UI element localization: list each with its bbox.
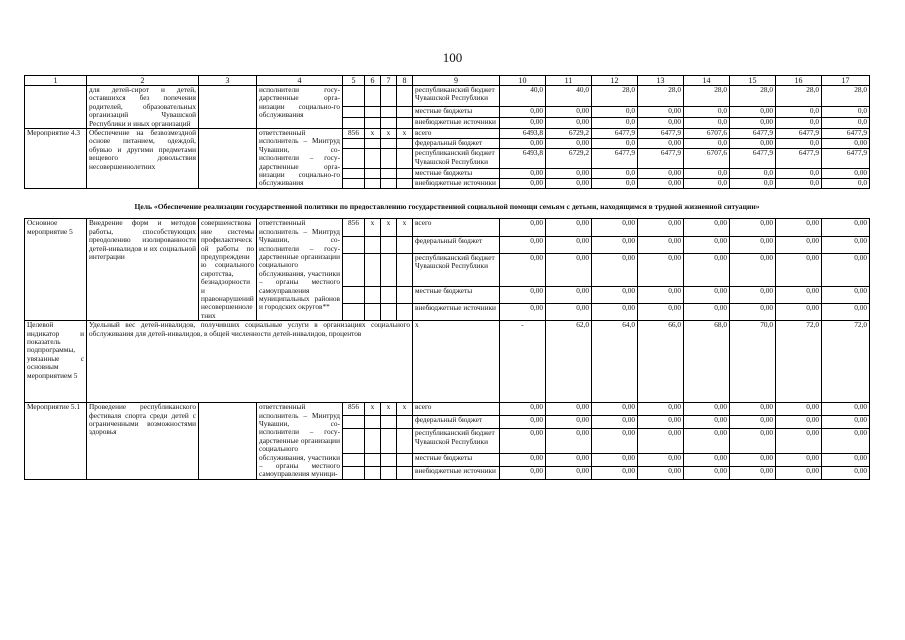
year-value: 0,00 [638, 236, 684, 253]
indicator-text: Удельный вес детей-инвалидов, получивших социальные услуги в организациях социального обслуживания для детей-инвалидов, в общей численности детей-инвалидов, процентов [87, 321, 413, 403]
section-code [365, 303, 381, 320]
header-cell: 10 [500, 76, 546, 86]
budget-code [343, 149, 365, 168]
year-value: 0,00 [500, 453, 546, 466]
target-article-code [381, 453, 397, 466]
expected-result [199, 129, 257, 189]
year-value: 0,00 [730, 429, 776, 454]
expense-type-code [397, 168, 413, 178]
expense-type-code: х [397, 219, 413, 236]
code-cell [365, 117, 381, 128]
year-value: 0,00 [822, 303, 870, 320]
expense-type-code [397, 303, 413, 320]
year-value: 0,00 [546, 466, 592, 479]
year-value: 6477,9 [592, 129, 638, 139]
year-value: 0,00 [638, 168, 684, 178]
responsible-executor: ответственный исполнитель – Минтруд Чувашии, со-исполнители – госу-дарственные орга-низации социально-го обслуживания [257, 129, 343, 189]
budget-row [25, 403, 870, 416]
year-value: 0,0 [822, 106, 870, 117]
section-code [365, 139, 381, 149]
header-cell: 3 [199, 76, 257, 86]
year-value: 0,0 [684, 117, 730, 128]
year-value: 0,0 [592, 168, 638, 178]
section-code [365, 286, 381, 303]
code-cell [397, 86, 413, 107]
year-value: 0,00 [546, 453, 592, 466]
header-cell: 14 [684, 76, 730, 86]
year-value: 0,00 [592, 466, 638, 479]
year-value: 0,00 [776, 453, 822, 466]
year-value: 0,00 [684, 453, 730, 466]
year-value: 0,00 [730, 236, 776, 253]
header-cell: 4 [257, 76, 343, 86]
year-value: 28,0 [822, 86, 870, 107]
program-table [24, 75, 870, 480]
year-value: 0,00 [638, 106, 684, 117]
target-article-code [381, 466, 397, 479]
funding-source: республиканский бюджет Чувашской Республики [413, 149, 500, 168]
budget-code: 856 [343, 129, 365, 139]
year-value: 0,00 [730, 466, 776, 479]
year-value: 0,00 [500, 236, 546, 253]
year-value: 6477,9 [730, 149, 776, 168]
year-value: 0,00 [776, 253, 822, 286]
year-value: 0,00 [546, 429, 592, 454]
target-article-code [381, 168, 397, 178]
year-value: 0,00 [638, 253, 684, 286]
year-value: 0,0 [684, 139, 730, 149]
section-code: х [365, 129, 381, 139]
year-value: 0,00 [822, 253, 870, 286]
target-article-code [381, 416, 397, 429]
expense-type-code [397, 453, 413, 466]
year-value: 28,0 [776, 86, 822, 107]
header-cell: 15 [730, 76, 776, 86]
target-article-code [381, 253, 397, 286]
year-value: 0,00 [638, 453, 684, 466]
year-value: 0,00 [684, 286, 730, 303]
year-value: 0,00 [638, 416, 684, 429]
header-cell: 16 [776, 76, 822, 86]
indicator-value: - [500, 321, 546, 403]
year-value: 0,00 [822, 236, 870, 253]
budget-code: 856 [343, 219, 365, 236]
year-value: 0,0 [776, 139, 822, 149]
year-value: 0,00 [592, 453, 638, 466]
year-value: 6477,9 [592, 149, 638, 168]
section-code [365, 168, 381, 178]
year-value: 0,00 [500, 106, 546, 117]
header-row [25, 76, 870, 86]
year-value: 0,00 [592, 286, 638, 303]
code-cell [343, 106, 365, 117]
year-value: 0,00 [546, 117, 592, 128]
year-value: 0,0 [592, 106, 638, 117]
year-value: 28,0 [730, 86, 776, 107]
year-value: 0,00 [546, 403, 592, 416]
header-cell: 8 [397, 76, 413, 86]
year-value: 28,0 [592, 86, 638, 107]
year-value: 0,00 [546, 253, 592, 286]
year-value: 0,00 [546, 303, 592, 320]
year-value: 0,00 [730, 403, 776, 416]
year-value: 0,00 [546, 178, 592, 188]
year-value: 0,00 [500, 303, 546, 320]
funding-source: местные бюджеты [413, 168, 500, 178]
year-value: 6493,8 [500, 149, 546, 168]
header-cell: 11 [546, 76, 592, 86]
target-article-code [381, 178, 397, 188]
year-value: 0,00 [776, 429, 822, 454]
year-value: 0,00 [546, 106, 592, 117]
goal-row [25, 188, 870, 218]
year-value: 0,00 [592, 219, 638, 236]
code-cell [343, 117, 365, 128]
year-value: 0,00 [684, 303, 730, 320]
expected-result [199, 86, 257, 129]
funding-source: внебюджетные источники [413, 303, 500, 320]
year-value: 0,00 [730, 106, 776, 117]
year-value: 0,0 [684, 106, 730, 117]
year-value: 6493,8 [500, 129, 546, 139]
expense-type-code [397, 178, 413, 188]
header-cell: 1 [25, 76, 87, 86]
year-value: 0,00 [822, 466, 870, 479]
year-value: 0,00 [500, 219, 546, 236]
budget-row [25, 129, 870, 139]
indicator-label: Целевой индикатор и показатель подпрограммы, увязанные с основным мероприятием 5 [25, 321, 87, 403]
funding-source: республиканский бюджет Чувашской Республики [413, 429, 500, 454]
year-value: 0,00 [684, 236, 730, 253]
year-value: 0,00 [546, 139, 592, 149]
year-value: 0,00 [638, 286, 684, 303]
code-cell [381, 117, 397, 128]
year-value: 0,00 [684, 403, 730, 416]
budget-code [343, 429, 365, 454]
code-cell [397, 106, 413, 117]
year-value: 0,0 [776, 178, 822, 188]
year-value: 0,00 [546, 286, 592, 303]
year-value: 0,0 [592, 139, 638, 149]
year-value: 40,0 [546, 86, 592, 107]
year-value: 0,0 [730, 178, 776, 188]
funding-source: внебюджетные источники [413, 117, 500, 128]
header-cell: 9 [413, 76, 500, 86]
year-value: 28,0 [684, 86, 730, 107]
page-number: 100 [442, 50, 463, 65]
code-cell [381, 86, 397, 107]
year-value: 0,00 [638, 303, 684, 320]
year-value: 0,00 [500, 416, 546, 429]
expense-type-code [397, 466, 413, 479]
year-value: 0,00 [822, 416, 870, 429]
year-value: 0,00 [776, 303, 822, 320]
year-value: 0,00 [822, 168, 870, 178]
section-code: х [365, 219, 381, 236]
year-value: 6729,2 [546, 149, 592, 168]
target-article-code [381, 429, 397, 454]
section-code [365, 466, 381, 479]
indicator-value: 70,0 [730, 321, 776, 403]
year-value: 0,00 [592, 253, 638, 286]
budget-code [343, 453, 365, 466]
activity-description: Проведение республиканского фестиваля спорта среди детей с ограниченными возможностями здоровья [87, 403, 199, 480]
year-value: 0,00 [776, 403, 822, 416]
year-value: 0,00 [730, 139, 776, 149]
year-value: 40,0 [500, 86, 546, 107]
funding-source: местные бюджеты [413, 453, 500, 466]
year-value: 0,0 [822, 117, 870, 128]
section-code [365, 253, 381, 286]
year-value: 0,00 [500, 178, 546, 188]
year-value: 0,00 [684, 429, 730, 454]
responsible-executor: ответственный исполнитель – Минтруд Чувашии, со-исполнители – госу-дарственные организации социального обслуживания, участники – органы местного самоуправления муниципальных районов и городских округов** [257, 219, 343, 321]
code-cell [397, 117, 413, 128]
section-code [365, 178, 381, 188]
activity-description: Внедрение форм и методов работы, способствующих преодолению изолированности детей-инвалидов и их социальной интеграции [87, 219, 199, 321]
year-value: 0,00 [638, 139, 684, 149]
section-code [365, 453, 381, 466]
budget-code [343, 416, 365, 429]
year-value: 0,00 [592, 236, 638, 253]
year-value: 6477,9 [822, 149, 870, 168]
activity-description: для детей-сирот и детей, оставшихся без попечения родителей, образовательных организаций Чувашской Республики и иных организаций [87, 86, 199, 129]
target-article-code: х [381, 219, 397, 236]
target-article-code [381, 303, 397, 320]
year-value: 0,00 [730, 253, 776, 286]
year-value: 6477,9 [730, 129, 776, 139]
funding-source: внебюджетные источники [413, 466, 500, 479]
funding-source: республиканский бюджет Чувашской Республики [413, 253, 500, 286]
budget-code [343, 466, 365, 479]
section-code [365, 429, 381, 454]
expense-type-code [397, 429, 413, 454]
expense-type-code [397, 286, 413, 303]
year-value: 0,00 [684, 219, 730, 236]
expense-type-code: х [397, 403, 413, 416]
budget-code [343, 303, 365, 320]
year-value: 0,00 [730, 117, 776, 128]
year-value: 0,0 [730, 168, 776, 178]
year-value: 0,0 [684, 168, 730, 178]
year-value: 0,00 [592, 429, 638, 454]
year-value: 0,00 [638, 466, 684, 479]
year-value: 0,00 [638, 219, 684, 236]
indicator-value: 72,0 [822, 321, 870, 403]
year-value: 0,00 [822, 219, 870, 236]
indicator-value: 62,0 [546, 321, 592, 403]
header-cell: 12 [592, 76, 638, 86]
funding-source: федеральный бюджет [413, 236, 500, 253]
section-code: х [365, 403, 381, 416]
year-value: 0,0 [684, 178, 730, 188]
indicator-row [25, 321, 870, 403]
budget-code [343, 168, 365, 178]
responsible-executor: исполнители госу-дарственные орга-низации социально-го обслуживания [257, 86, 343, 129]
year-value: 0,00 [822, 139, 870, 149]
year-value: 0,00 [776, 219, 822, 236]
expense-type-code [397, 253, 413, 286]
activity-code: Мероприятие 4.3 [25, 129, 87, 189]
year-value: 0,00 [500, 168, 546, 178]
indicator-x: х [413, 321, 500, 403]
year-value: 0,00 [500, 286, 546, 303]
year-value: 0,00 [684, 466, 730, 479]
goal-title: Цель «Обеспечение реализации государственной политики по предоставлению государственной социальной помощи семьям с детьми, находящимся в трудной жизненной ситуации» [25, 188, 870, 218]
year-value: 0,00 [638, 429, 684, 454]
funding-source: республиканский бюджет Чувашской Республики [413, 86, 500, 107]
target-article-code [381, 139, 397, 149]
year-value: 0,00 [638, 403, 684, 416]
budget-code: 856 [343, 403, 365, 416]
funding-source: федеральный бюджет [413, 416, 500, 429]
year-value: 6477,9 [638, 149, 684, 168]
budget-row [25, 219, 870, 236]
year-value: 6477,9 [776, 129, 822, 139]
year-value: 0,0 [776, 117, 822, 128]
header-cell: 7 [381, 76, 397, 86]
year-value: 0,00 [684, 253, 730, 286]
year-value: 6707,6 [684, 149, 730, 168]
year-value: 0,00 [822, 453, 870, 466]
code-cell [381, 106, 397, 117]
target-article-code [381, 286, 397, 303]
funding-source: местные бюджеты [413, 106, 500, 117]
year-value: 0,00 [776, 416, 822, 429]
funding-source: всего [413, 403, 500, 416]
code-cell [365, 86, 381, 107]
year-value: 0,00 [822, 429, 870, 454]
year-value: 0,00 [822, 403, 870, 416]
year-value: 0,00 [638, 117, 684, 128]
year-value: 0,00 [730, 286, 776, 303]
year-value: 0,0 [592, 117, 638, 128]
budget-code [343, 236, 365, 253]
activity-description: Обеспечение на безвозмездной основе питанием, одеждой, обувью и другими предметами вещевого довольствия несовершеннолетних [87, 129, 199, 189]
year-value: 6477,9 [776, 149, 822, 168]
year-value: 0,00 [730, 453, 776, 466]
year-value: 0,00 [730, 416, 776, 429]
header-cell: 13 [638, 76, 684, 86]
year-value: 0,00 [730, 303, 776, 320]
year-value: 0,00 [500, 253, 546, 286]
year-value: 0,00 [776, 466, 822, 479]
target-article-code: х [381, 403, 397, 416]
expense-type-code [397, 236, 413, 253]
expense-type-code [397, 149, 413, 168]
header-cell: 5 [343, 76, 365, 86]
budget-code [343, 178, 365, 188]
year-value: 6477,9 [638, 129, 684, 139]
year-value: 0,00 [684, 416, 730, 429]
year-value: 0,00 [776, 286, 822, 303]
expected-result: совершенствование системы профилактической работы по предупреждению социального сиротства, безнадзорности и правонарушений несовершеннолетних [199, 219, 257, 321]
responsible-executor: ответственный исполнитель – Минтруд Чувашии, со-исполнители – госу-дарственные организации социального обслуживания, участники – органы местного самоуправления муници- [257, 403, 343, 480]
year-value: 0,0 [592, 178, 638, 188]
code-cell [343, 86, 365, 107]
year-value: 0,0 [822, 178, 870, 188]
activity-code: Мероприятие 5.1 [25, 403, 87, 480]
year-value: 0,00 [776, 236, 822, 253]
year-value: 0,00 [592, 403, 638, 416]
year-value: 6707,6 [684, 129, 730, 139]
funding-source: всего [413, 129, 500, 139]
year-value: 0,00 [546, 236, 592, 253]
header-cell: 17 [822, 76, 870, 86]
expense-type-code [397, 416, 413, 429]
indicator-value: 72,0 [776, 321, 822, 403]
activity-code: Основное мероприятие 5 [25, 219, 87, 321]
section-code [365, 236, 381, 253]
expense-type-code [397, 139, 413, 149]
funding-source: внебюджетные источники [413, 178, 500, 188]
year-value: 0,00 [730, 219, 776, 236]
section-code [365, 416, 381, 429]
funding-source: местные бюджеты [413, 286, 500, 303]
funding-source: всего [413, 219, 500, 236]
year-value: 0,00 [546, 168, 592, 178]
expense-type-code: х [397, 129, 413, 139]
year-value: 6477,9 [822, 129, 870, 139]
budget-code [343, 286, 365, 303]
activity-code [25, 86, 87, 129]
year-value: 0,00 [500, 429, 546, 454]
year-value: 0,0 [776, 168, 822, 178]
year-value: 0,00 [592, 416, 638, 429]
header-cell: 6 [365, 76, 381, 86]
year-value: 28,0 [638, 86, 684, 107]
target-article-code [381, 149, 397, 168]
target-article-code: х [381, 129, 397, 139]
indicator-value: 66,0 [638, 321, 684, 403]
year-value: 0,00 [592, 303, 638, 320]
year-value: 0,00 [638, 178, 684, 188]
year-value: 0,0 [776, 106, 822, 117]
budget-code [343, 253, 365, 286]
section-code [365, 149, 381, 168]
year-value: 0,00 [546, 219, 592, 236]
expected-result [199, 403, 257, 480]
year-value: 0,00 [500, 139, 546, 149]
year-value: 0,00 [500, 403, 546, 416]
budget-code [343, 139, 365, 149]
year-value: 6729,2 [546, 129, 592, 139]
year-value: 0,00 [546, 416, 592, 429]
indicator-value: 64,0 [592, 321, 638, 403]
code-cell [365, 106, 381, 117]
budget-row [25, 86, 870, 107]
year-value: 0,00 [822, 286, 870, 303]
funding-source: федеральный бюджет [413, 139, 500, 149]
indicator-value: 68,0 [684, 321, 730, 403]
year-value: 0,00 [500, 117, 546, 128]
target-article-code [381, 236, 397, 253]
year-value: 0,00 [500, 466, 546, 479]
header-cell: 2 [87, 76, 199, 86]
